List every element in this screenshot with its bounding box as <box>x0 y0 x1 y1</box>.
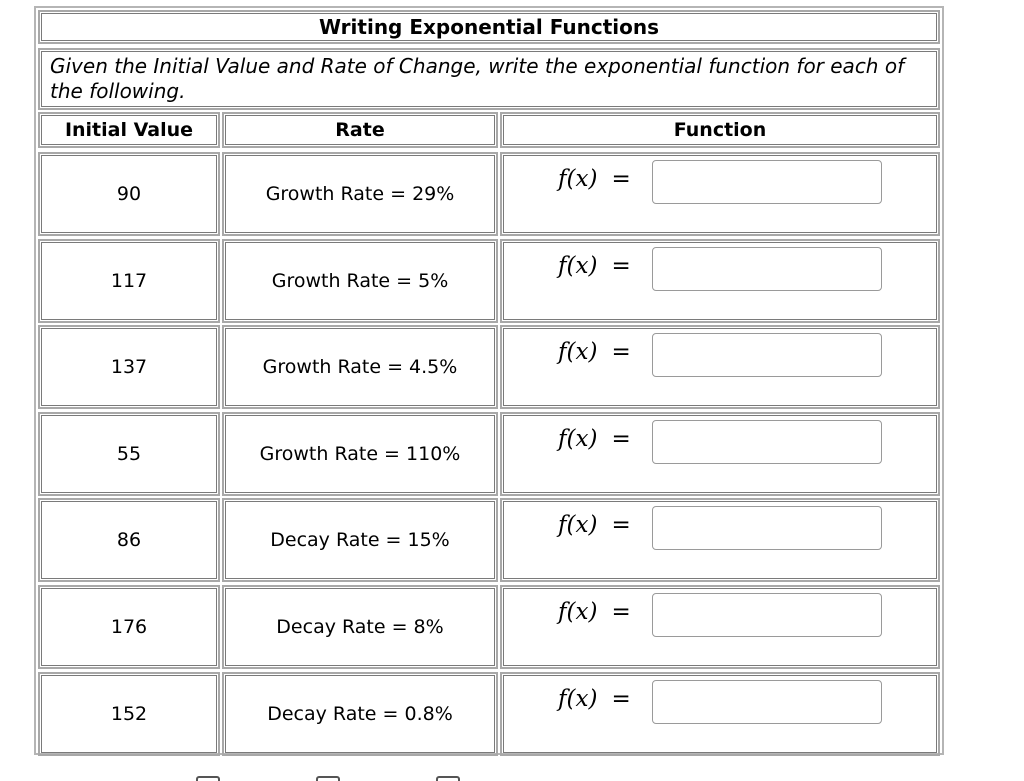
initial-value-cell: 137 <box>38 325 220 409</box>
function-label <box>558 339 631 365</box>
initial-value-cell: 152 <box>38 672 220 756</box>
function-answer-input[interactable] <box>652 680 882 724</box>
bottom-button-stub[interactable] <box>436 776 460 781</box>
function-cell <box>500 412 940 496</box>
function-label <box>558 599 631 625</box>
rate-cell: Growth Rate = 4.5% <box>222 325 498 409</box>
function-answer-input[interactable] <box>652 333 882 377</box>
function-prefix: f(x) <box>558 686 598 712</box>
bottom-button-stub[interactable] <box>196 776 220 781</box>
function-prefix: f(x) <box>558 426 598 452</box>
function-label <box>558 253 631 279</box>
function-answer-input[interactable] <box>652 247 882 291</box>
equals-sign: = <box>611 253 631 279</box>
function-prefix: f(x) <box>558 166 598 192</box>
table-title: Writing Exponential Functions <box>38 10 940 44</box>
function-prefix: f(x) <box>558 253 598 279</box>
function-prefix: f(x) <box>558 599 598 625</box>
function-cell <box>500 585 940 669</box>
rate-cell: Growth Rate = 5% <box>222 239 498 323</box>
rate-cell: Decay Rate = 8% <box>222 585 498 669</box>
function-cell <box>500 672 940 756</box>
function-answer-input[interactable] <box>652 420 882 464</box>
header-initial-value: Initial Value <box>38 112 220 148</box>
header-rate: Rate <box>222 112 498 148</box>
rate-cell: Decay Rate = 0.8% <box>222 672 498 756</box>
function-label <box>558 686 631 712</box>
function-prefix: f(x) <box>558 339 598 365</box>
function-cell <box>500 152 940 236</box>
instructions: Given the Initial Value and Rate of Change, write the exponential function for each of the following. <box>38 48 940 110</box>
function-answer-input[interactable] <box>652 160 882 204</box>
initial-value-cell: 86 <box>38 498 220 582</box>
initial-value-cell: 90 <box>38 152 220 236</box>
equals-sign: = <box>611 599 631 625</box>
header-function: Function <box>500 112 940 148</box>
function-label <box>558 512 631 538</box>
equals-sign: = <box>611 512 631 538</box>
function-cell <box>500 325 940 409</box>
rate-cell: Decay Rate = 15% <box>222 498 498 582</box>
equals-sign: = <box>611 426 631 452</box>
function-label <box>558 426 631 452</box>
function-answer-input[interactable] <box>652 506 882 550</box>
exponential-functions-table <box>34 6 944 755</box>
equals-sign: = <box>611 166 631 192</box>
function-cell <box>500 498 940 582</box>
function-answer-input[interactable] <box>652 593 882 637</box>
initial-value-cell: 117 <box>38 239 220 323</box>
rate-cell: Growth Rate = 29% <box>222 152 498 236</box>
equals-sign: = <box>611 686 631 712</box>
equals-sign: = <box>611 339 631 365</box>
initial-value-cell: 55 <box>38 412 220 496</box>
function-cell <box>500 239 940 323</box>
function-prefix: f(x) <box>558 512 598 538</box>
rate-cell: Growth Rate = 110% <box>222 412 498 496</box>
function-label <box>558 166 631 192</box>
bottom-button-stub[interactable] <box>316 776 340 781</box>
initial-value-cell: 176 <box>38 585 220 669</box>
